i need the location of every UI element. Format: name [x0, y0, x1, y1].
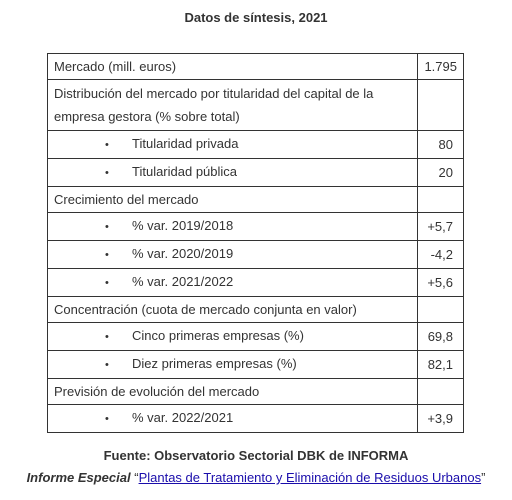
empty-cell [418, 297, 464, 323]
var-2021-value: +5,6 [418, 269, 464, 297]
concentration-header: Concentración (cuota de mercado conjunta en valor) [48, 297, 418, 323]
report-line [0, 470, 512, 485]
top5-label-text: Cinco primeras empresas (%) [132, 328, 304, 343]
table-row [48, 241, 464, 269]
private-label-text: Titularidad privada [132, 136, 239, 151]
table-row [48, 379, 464, 405]
var-2022-label [48, 405, 418, 433]
table-row [48, 159, 464, 187]
private-value: 80 [418, 131, 464, 159]
table-row [48, 187, 464, 213]
page-title: Datos de síntesis, 2021 [184, 10, 328, 25]
table-row [48, 269, 464, 297]
table-row [48, 54, 464, 80]
report-link[interactable]: Plantas de Tratamiento y Eliminación de Residuos Urbanos [138, 470, 482, 485]
table-row [48, 213, 464, 241]
report-prefix: Informe Especial [26, 470, 131, 485]
var-2022-label-text: % var. 2022/2021 [132, 410, 234, 425]
distribution-header: Distribución del mercado por titularidad del capital de la empresa gestora (% sobre total) [48, 80, 418, 131]
top10-label [48, 351, 418, 379]
summary-table [47, 53, 464, 433]
var-2019-label [48, 213, 418, 241]
market-label: Mercado (mill. euros) [48, 54, 418, 80]
bullet-icon: • [105, 167, 109, 179]
empty-cell [418, 80, 464, 131]
bullet-icon: • [105, 413, 109, 425]
close-quote: ” [481, 470, 486, 485]
table-row [48, 80, 464, 131]
empty-cell [418, 379, 464, 405]
table-row [48, 351, 464, 379]
source-note: Fuente: Observatorio Sectorial DBK de INFORMA [103, 448, 409, 463]
bullet-icon: • [105, 139, 109, 151]
table-row [48, 405, 464, 433]
var-2020-label [48, 241, 418, 269]
forecast-header: Previsión de evolución del mercado [48, 379, 418, 405]
var-2020-value: -4,2 [418, 241, 464, 269]
growth-header: Crecimiento del mercado [48, 187, 418, 213]
bullet-icon: • [105, 277, 109, 289]
public-value: 20 [418, 159, 464, 187]
var-2019-label-text: % var. 2019/2018 [132, 218, 234, 233]
market-value: 1.795 [418, 54, 464, 80]
var-2021-label [48, 269, 418, 297]
bullet-icon: • [105, 359, 109, 371]
var-2019-value: +5,7 [418, 213, 464, 241]
table-row [48, 131, 464, 159]
table-row [48, 323, 464, 351]
public-label-text: Titularidad pública [132, 164, 238, 179]
private-label [48, 131, 418, 159]
bullet-icon: • [105, 249, 109, 261]
empty-cell [418, 187, 464, 213]
var-2021-label-text: % var. 2021/2022 [132, 274, 234, 289]
top5-label [48, 323, 418, 351]
var-2020-label-text: % var. 2020/2019 [132, 246, 234, 261]
public-label [48, 159, 418, 187]
bullet-icon: • [105, 331, 109, 343]
open-quote: “ [130, 470, 139, 485]
top10-value: 82,1 [418, 351, 464, 379]
top10-label-text: Diez primeras empresas (%) [132, 356, 297, 371]
table-row [48, 297, 464, 323]
bullet-icon: • [105, 221, 109, 233]
var-2022-value: +3,9 [418, 405, 464, 433]
top5-value: 69,8 [418, 323, 464, 351]
